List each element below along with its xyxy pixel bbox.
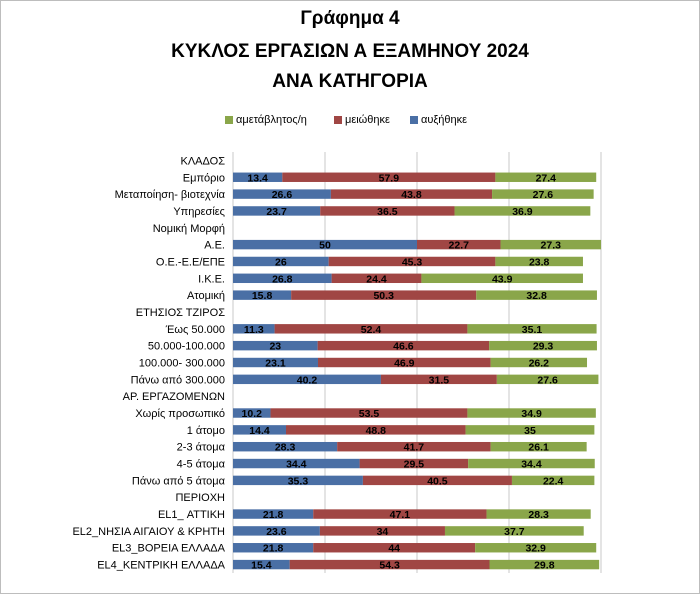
data-label-increased: 15.4 (251, 559, 272, 572)
data-label-decreased: 22.7 (448, 239, 469, 252)
category-label: Υπηρεσίες (173, 205, 225, 218)
data-label-decreased: 53.5 (358, 408, 380, 421)
category-label: Εμπόριο (182, 172, 225, 185)
data-label-decreased: 50.3 (373, 290, 394, 303)
data-label-decreased: 54.3 (379, 559, 400, 572)
data-label-unchanged: 36.9 (512, 205, 533, 218)
data-label-decreased: 52.4 (360, 323, 382, 336)
category-label: 4-5 άτομα (176, 458, 225, 471)
category-label: ΑΡ. ΕΡΓΑΖΟΜΕΝΩΝ (122, 391, 225, 404)
data-label-unchanged: 29.8 (534, 559, 555, 572)
data-label-decreased: 29.5 (403, 458, 425, 471)
data-label-unchanged: 28.3 (528, 509, 549, 522)
category-label: Χωρίς προσωπικό (135, 408, 225, 421)
data-label-increased: 23 (269, 340, 282, 353)
category-label: ΚΛΑΔΟΣ (180, 155, 225, 168)
data-label-unchanged: 32.9 (525, 542, 546, 555)
data-label-increased: 21.8 (262, 542, 284, 555)
data-label-decreased: 36.5 (377, 205, 398, 218)
category-label: Έως 50.000 (165, 323, 225, 336)
data-label-unchanged: 34.9 (521, 408, 542, 421)
category-label: Πάνω από 300.000 (130, 374, 225, 387)
data-label-decreased: 34 (376, 525, 389, 538)
category-label: EL4_ΚΕΝΤΡΙΚΗ ΕΛΛΑΔΑ (97, 559, 225, 572)
data-label-unchanged: 23.8 (528, 256, 550, 269)
category-label: EL2_ΝΗΣΙΑ ΑΙΓΑΙΟΥ & ΚΡΗΤΗ (72, 525, 225, 538)
category-label: 100.000- 300.000 (138, 357, 225, 370)
data-label-unchanged: 27.6 (537, 374, 558, 387)
data-label-decreased: 46.6 (393, 340, 414, 353)
data-label-increased: 50 (319, 239, 331, 252)
data-label-unchanged: 43.9 (491, 273, 513, 286)
data-label-unchanged: 34.4 (521, 458, 542, 471)
data-label-unchanged: 26.2 (528, 357, 550, 370)
category-label: ΕΤΗΣΙΟΣ ΤΖΙΡΟΣ (135, 306, 225, 319)
data-label-unchanged: 35 (524, 424, 536, 437)
data-label-unchanged: 22.4 (542, 475, 564, 488)
data-label-unchanged: 27.4 (535, 172, 557, 185)
category-label: Ατομική (186, 290, 225, 303)
data-label-unchanged: 27.3 (540, 239, 561, 252)
data-label-decreased: 48.8 (365, 424, 387, 437)
data-label-unchanged: 26.1 (528, 441, 549, 454)
category-label: Α.Ε. (204, 239, 225, 252)
data-label-decreased: 47.1 (389, 509, 411, 522)
legend-label-decreased: μειώθηκε (345, 114, 390, 126)
data-label-increased: 35.3 (287, 475, 309, 488)
data-label-increased: 26 (274, 256, 287, 269)
data-label-increased: 23.6 (266, 525, 287, 538)
data-label-decreased: 44 (388, 542, 401, 555)
data-label-unchanged: 29.3 (532, 340, 554, 353)
data-label-increased: 34.4 (286, 458, 307, 471)
category-label: 2-3 άτομα (176, 441, 225, 454)
category-label: EL3_ΒΟΡΕΙΑ ΕΛΛΑΔΑ (111, 542, 225, 555)
data-label-unchanged: 35.1 (521, 323, 543, 336)
category-label: ΠΕΡΙΟΧΗ (175, 492, 225, 505)
data-label-increased: 23.1 (265, 357, 286, 370)
data-label-increased: 15.8 (251, 290, 273, 303)
data-label-increased: 28.3 (274, 441, 296, 454)
data-label-increased: 10.2 (241, 408, 262, 421)
category-label: Νομική Μορφή (152, 222, 225, 235)
category-label: EL1_ ΑΤΤΙΚΗ (157, 509, 225, 522)
data-label-increased: 26.6 (271, 189, 293, 202)
data-label-increased: 23.7 (266, 205, 287, 218)
category-label: 50.000-100.000 (147, 340, 225, 353)
data-label-increased: 13.4 (247, 172, 268, 185)
category-label: Πάνω από 5 άτομα (131, 475, 225, 488)
category-label: Μεταποίηση- βιοτεχνία (114, 189, 225, 202)
data-label-unchanged: 27.6 (532, 189, 554, 202)
data-label-increased: 40.2 (296, 374, 318, 387)
data-label-decreased: 45.3 (401, 256, 423, 269)
data-label-increased: 21.8 (262, 509, 284, 522)
data-label-decreased: 31.5 (428, 374, 450, 387)
category-label: 1 άτομο (186, 424, 225, 437)
data-label-increased: 26.8 (272, 273, 293, 286)
data-label-unchanged: 32.8 (526, 290, 547, 303)
data-label-unchanged: 37.7 (504, 525, 525, 538)
data-label-increased: 14.4 (249, 424, 270, 437)
data-label-decreased: 57.9 (378, 172, 400, 185)
data-label-decreased: 43.8 (401, 189, 422, 202)
chart-title-line-1: Γράφημα 4 (300, 8, 400, 29)
data-label-decreased: 46.9 (394, 357, 415, 370)
chart-title-line-2: ΚΥΚΛΟΣ ΕΡΓΑΣΙΩΝ Α ΕΞΑΜΗΝΟΥ 2024 (171, 41, 529, 62)
data-label-decreased: 41.7 (403, 441, 425, 454)
data-label-increased: 11.3 (243, 323, 264, 336)
legend-label-unchanged: αμετάβλητος/η (236, 114, 307, 126)
chart-title-line-3: ΑΝΑ ΚΑΤΗΓΟΡΙΑ (272, 71, 428, 92)
data-label-decreased: 40.5 (427, 475, 448, 488)
category-label: Ι.Κ.Ε. (198, 273, 225, 286)
data-label-decreased: 24.4 (366, 273, 387, 286)
category-label: Ο.Ε.-Ε.Ε/ΕΠΕ (155, 256, 225, 269)
legend-label-increased: αυξήθηκε (421, 114, 468, 126)
